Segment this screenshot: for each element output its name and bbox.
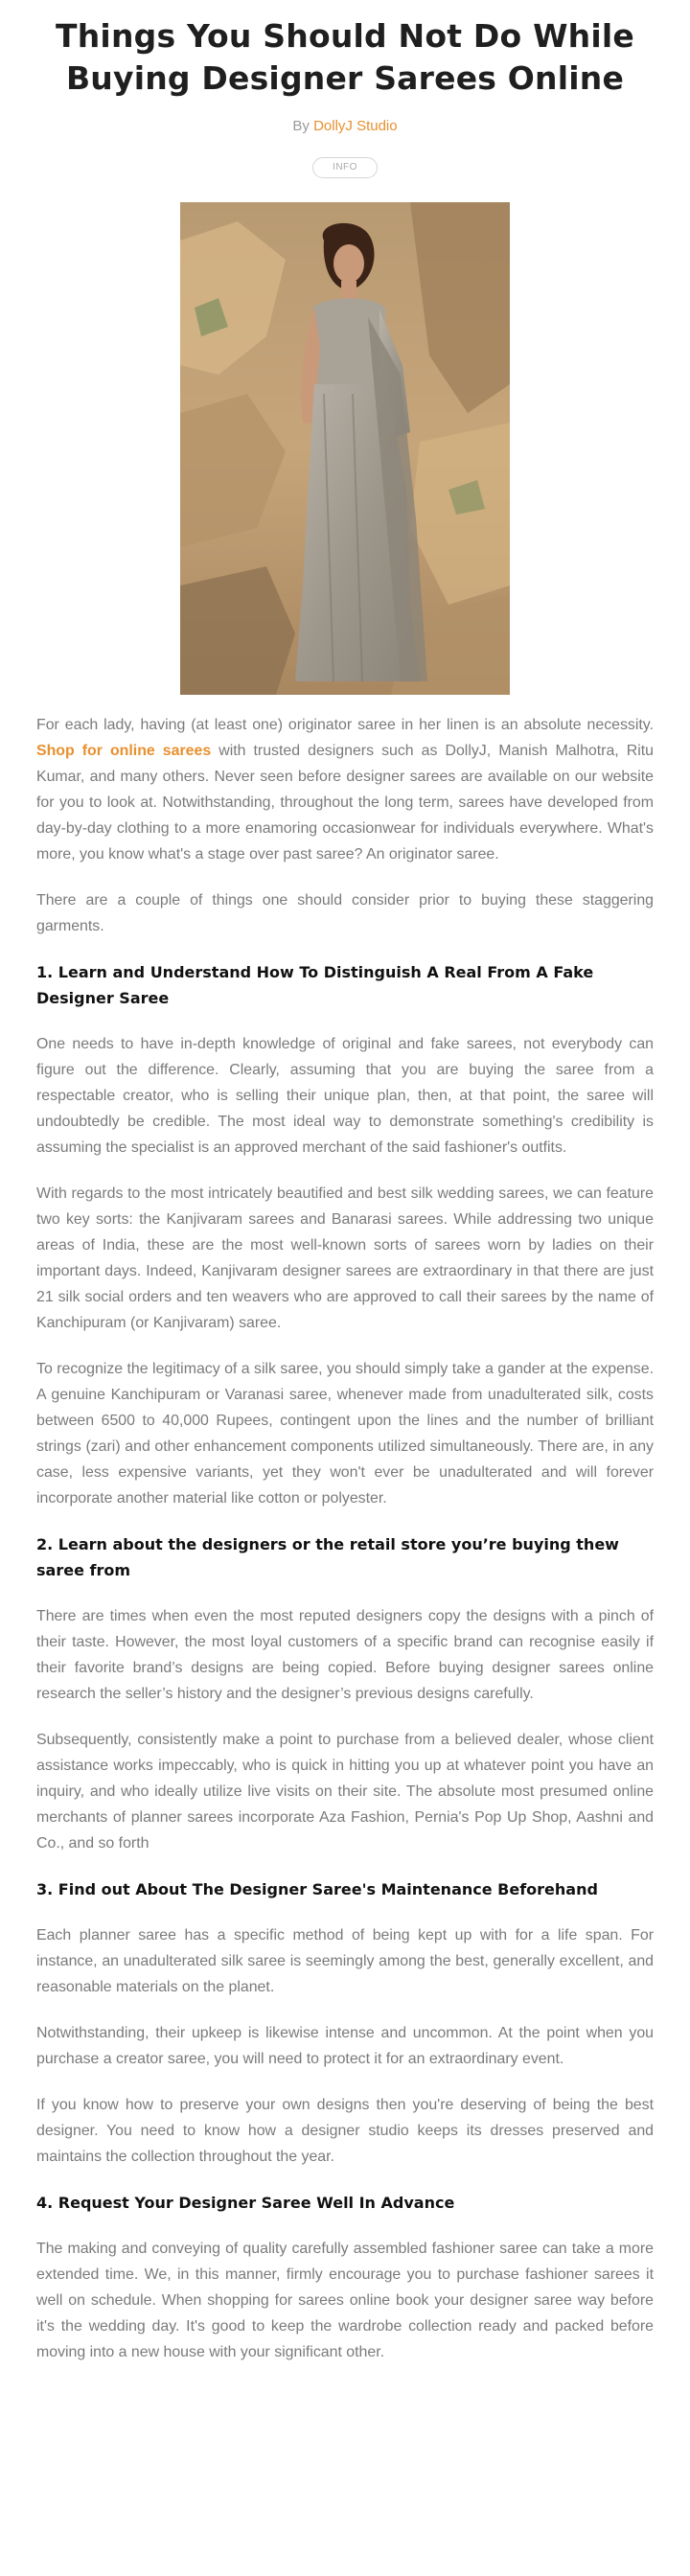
section-2-paragraph-2: Subsequently, consistently make a point to purchase from a believed dealer, whose client assistance works impeccably, who is quick in hitting you up at whatever point you have an inquiry, and who ideally utilize live visits on their site. The absolute most presumed online merchants of planner sarees incorporate Aza Fashion, Pernia's Pop Up Shop, Aashni and Co., and so forth — [36, 1732, 654, 1852]
intro-text-start: For each lady, having (at least one) originator saree in her linen is an absolute necessity. — [36, 717, 654, 733]
category-tag[interactable]: INFO — [312, 157, 378, 178]
shop-online-sarees-link[interactable]: Shop for online sarees — [36, 743, 212, 759]
byline-prefix: By — [292, 118, 310, 134]
author-link[interactable]: DollyJ Studio — [313, 118, 398, 134]
section-1-paragraph-2: With regards to the most intricately beautified and best silk wedding sarees, we can feature two key sorts: the Kanjivaram sarees and Banarasi sarees. While addressing two unique areas of India, these are the most well-known sorts of sarees worn by ladies on their important days. Indeed, Kanjivaram designer sarees are extraordinary in that there are just 21 silk social orders and ten weavers who are approved to call their sarees by the name of Kanchipuram (or Kanjivaram) saree. — [36, 1185, 654, 1331]
section-heading-4: 4. Request Your Designer Saree Well In Advance — [36, 2194, 455, 2212]
intro-paragraph — [36, 712, 654, 867]
page-title: Things You Should Not Do While Buying Designer Sarees Online — [56, 17, 634, 97]
section-heading-1: 1. Learn and Understand How To Distinguish A Real From A Fake Designer Saree — [36, 963, 594, 1007]
model-in-saree-photo-icon — [180, 202, 510, 695]
section-3-paragraph-2: Notwithstanding, their upkeep is likewise intense and uncommon. At the point when you purchase a creator saree, you will need to protect it for an extraordinary event. — [36, 2025, 654, 2067]
section-heading-2: 2. Learn about the designers or the retail store you’re buying thew saree from — [36, 1535, 619, 1579]
byline — [0, 117, 690, 136]
section-3-paragraph-3: If you know how to preserve your own designs then you're deserving of being the best designer. You need to know how a designer studio keeps its dresses preserved and maintains the collection throughout the year. — [36, 2097, 654, 2165]
hero-image — [180, 202, 510, 695]
article-body — [0, 712, 690, 2365]
intro-text-end: with trusted designers such as DollyJ, Manish Malhotra, Ritu Kumar, and many others. Never seen before designer sarees are available on our website for you to look at. Notwithstanding, throughout the long term, sarees have developed from day-by-day clothing to a more enamoring occasionwear for individuals everywhere. What's more, you know what's a stage over past saree? An originator saree. — [36, 743, 654, 862]
tag-row — [0, 157, 690, 178]
section-1-paragraph-3: To recognize the legitimacy of a silk saree, you should simply take a gander at the expense. A genuine Kanchipuram or Varanasi saree, whenever made from unadulterated silk, costs between 6500 to 40,000 Rupees, contingent upon the lines and the number of brilliant strings (zari) and other enhancement components utilized simultaneously. There are, in any case, less expensive variants, yet they won't ever be unadulterated and will forever incorporate another material like cotton or polyester. — [36, 1361, 654, 1506]
section-heading-3: 3. Find out About The Designer Saree's Maintenance Beforehand — [36, 1880, 598, 1898]
section-3-paragraph-1: Each planner saree has a specific method of being kept up with for a life span. For instance, an unadulterated silk saree is seemingly among the best, generally excellent, and reasonable materials on the planet. — [36, 1927, 654, 1995]
section-4-paragraph-1: The making and conveying of quality carefully assembled fashioner saree can take a more extended time. We, in this manner, firmly encourage you to purchase fashioner sarees it well on schedule. When shopping for sarees online book your designer saree way before it's the wedding day. It's good to keep the wardrobe collection ready and packed before moving into a new house with your significant other. — [36, 2241, 654, 2360]
section-1-paragraph-1: One needs to have in-depth knowledge of original and fake sarees, not everybody can figure out the difference. Clearly, assuming that you are buying the saree from a respectable creator, who is selling their unique plan, then, at that point, the saree will undoubtedly be credible. The most ideal way to demonstrate something's credibility is assuming the specialist is an approved merchant of the said fashioner's outfits. — [36, 1036, 654, 1156]
intro-paragraph-2: There are a couple of things one should consider prior to buying these staggering garments. — [36, 892, 654, 934]
section-2-paragraph-1: There are times when even the most reputed designers copy the designs with a pinch of their taste. However, the most loyal customers of a specific brand can recognise easily if their favorite brand’s designs are being copied. Before buying designer sarees online research the seller’s history and the designer’s previous designs carefully. — [36, 1608, 654, 1702]
